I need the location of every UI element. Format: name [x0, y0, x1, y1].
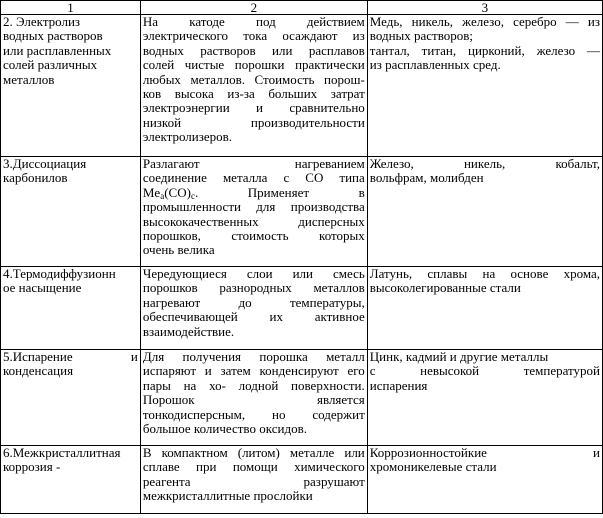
method-line: конденсация: [3, 363, 74, 379]
metals-line: Латунь, сплавы на основе хрома,: [369, 266, 600, 281]
description-line: ков высока из-за больших затрат: [142, 86, 365, 102]
metals-line: Медь, никель, железо, серебро — из: [369, 14, 600, 29]
description-line: порошков, стоимость которых: [142, 228, 365, 244]
metals-cell: [367, 267, 602, 350]
metals-cell: [367, 446, 602, 514]
method-cell: [1, 157, 141, 267]
table-row: [1, 15, 603, 157]
description-line: обеспечивающей их активное: [142, 309, 365, 325]
column-header-2: 2: [140, 1, 367, 15]
method-cell: [1, 267, 141, 350]
method-line: коррозия -: [3, 459, 61, 475]
method-line: 5.Испарение и: [3, 349, 138, 364]
method-line: 6.Межкристаллитная: [3, 445, 121, 460]
description-line: Порошок является: [142, 392, 365, 408]
description-line: тонкодисперсным, но содержит: [142, 406, 365, 422]
description-line: электрического тока осаждают из: [142, 28, 365, 44]
metals-cell: [367, 15, 602, 157]
table-row: [1, 267, 603, 350]
description-line: порошков разнородных металлов: [142, 280, 365, 296]
metals-cell: [367, 350, 602, 446]
metals-line: испарения: [369, 377, 428, 393]
description-cell: [140, 350, 367, 446]
description-line: большое количество оксидов.: [142, 421, 307, 437]
metals-line: вольфрам, молибден: [369, 170, 484, 186]
description-cell: [140, 446, 367, 514]
description-line: испаряют и затем конденсируют его: [142, 363, 365, 379]
description-line: низкой производительности: [142, 114, 365, 130]
description-line: водных растворов или расплавов: [142, 42, 365, 58]
formula-base: Me: [142, 184, 161, 200]
metals-line: с невысокой температурой: [369, 363, 600, 379]
description-cell: [140, 267, 367, 350]
metals-line: хромоникелевые стали: [369, 459, 497, 475]
description-line: сплаве при помощи химического: [142, 459, 365, 475]
description-cell: [140, 15, 367, 157]
formula-suffix: . Применяет в: [194, 184, 365, 200]
method-line: 2. Электролиз: [3, 14, 81, 29]
method-line: или расплавленных: [3, 42, 112, 58]
description-line: любых металлов. Стоимость порош-: [142, 71, 365, 87]
description-line: В компактном (литом) металле или: [142, 445, 365, 460]
metals-cell: [367, 157, 602, 267]
description-line: высококачественных дисперсных: [142, 213, 365, 229]
formula-subscript-a: a: [160, 190, 165, 201]
description-line: Чередующиеся слои или смесь: [142, 266, 365, 281]
column-header-3: 3: [367, 1, 602, 15]
method-line: ое насыщение: [3, 280, 82, 296]
formula-subscript-c: c: [190, 190, 195, 201]
method-line: металлов: [3, 71, 55, 87]
metals-line: Коррозионностойкие и: [369, 445, 600, 460]
metals-line: тантал, титан, цирконий, железо —: [369, 42, 600, 58]
formula-group: (CO): [164, 184, 191, 200]
column-header-1: 1: [1, 1, 141, 15]
description-line: электролизеров.: [142, 129, 233, 145]
description-cell: [140, 157, 367, 267]
description-line: Разлагают нагреванием: [142, 156, 365, 171]
method-line: водных растворов: [3, 28, 103, 44]
description-line: реагента разрушают: [142, 473, 365, 489]
description-line: нагревают до температуры,: [142, 294, 365, 310]
description-line: Для получения порошка металл: [142, 349, 365, 364]
table-row: [1, 446, 603, 514]
metals-line: из расплавленных сред.: [369, 57, 501, 73]
description-line: взаимодействие.: [142, 323, 235, 339]
table-row: [1, 350, 603, 446]
metals-line: Железо, никель, кобальт,: [369, 156, 600, 171]
method-line: карбонилов: [3, 170, 68, 186]
description-line: межкристаллитные прослойки: [142, 488, 313, 504]
metals-line: Цинк, кадмий и другие металлы: [369, 349, 549, 364]
method-line: 4.Термодиффузионн: [3, 266, 116, 281]
description-line: солей чистые порошки практически: [142, 57, 365, 73]
header-row: [1, 1, 603, 15]
description-line: электроэнергии и сравнительно: [142, 100, 365, 116]
table-row: [1, 157, 603, 267]
method-cell: [1, 15, 141, 157]
description-line: очень велика: [142, 242, 215, 258]
metals-line: высоколегированные стали: [369, 280, 521, 296]
metals-line: водных растворов;: [369, 28, 474, 44]
method-line: 3.Диссоциация: [3, 156, 87, 171]
method-line: солей различных: [3, 57, 98, 73]
description-line: На катоде под действием: [142, 14, 365, 29]
method-cell: [1, 446, 141, 514]
description-line: пары на хо- лодной поверхности.: [142, 377, 365, 393]
description-line: соединение металла с CO типа: [142, 170, 365, 186]
description-line: промышленности для производства: [142, 199, 365, 215]
formula-line: [143, 186, 365, 200]
method-cell: [1, 350, 141, 446]
